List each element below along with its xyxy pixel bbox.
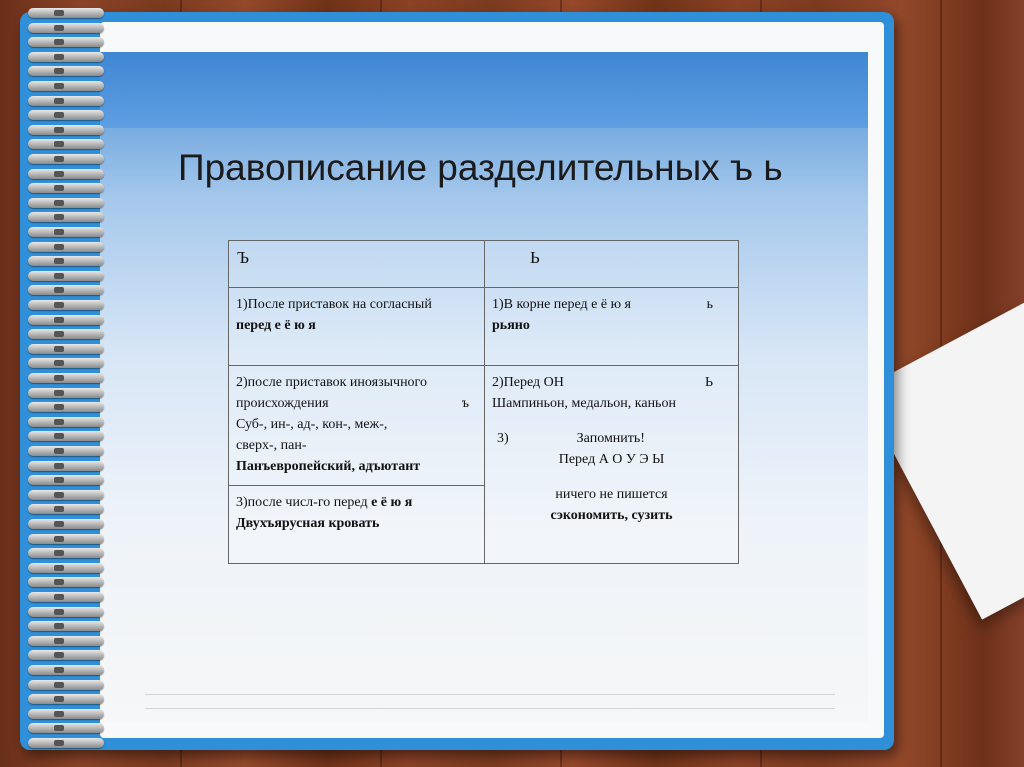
spiral-coil xyxy=(28,519,104,529)
spiral-coil xyxy=(28,723,104,733)
rule-example: Двухъярусная кровать xyxy=(236,516,380,531)
rule-text: Суб-, ин-, ад-, кон-, меж-, xyxy=(236,417,388,432)
rule-text: 3)после числ-го перед xyxy=(236,495,368,510)
spiral-coil xyxy=(28,110,104,120)
spiral-coil xyxy=(28,738,104,748)
ruled-line xyxy=(145,708,835,709)
spiral-coil xyxy=(28,227,104,237)
spiral-coil xyxy=(28,315,104,325)
soft-sign-rule-1 xyxy=(485,288,739,366)
spiral-coil xyxy=(28,198,104,208)
spiral-coil xyxy=(28,665,104,675)
spiral-coil xyxy=(28,504,104,514)
spiral-coil xyxy=(28,271,104,281)
rule-text: 2)после приставок иноязычного xyxy=(236,375,427,390)
rule-number: 3) xyxy=(497,431,509,446)
spiral-coil xyxy=(28,563,104,573)
spiral-coil xyxy=(28,446,104,456)
spiral-coil xyxy=(28,37,104,47)
rule-line xyxy=(236,492,477,513)
spiral-coil xyxy=(28,183,104,193)
hard-sign-rule-3 xyxy=(229,486,485,564)
spiral-coil xyxy=(28,709,104,719)
rule-text: сверх-, пан- xyxy=(236,438,307,453)
rules-table xyxy=(228,240,739,564)
spiral-coil xyxy=(28,475,104,485)
spiral-coil xyxy=(28,81,104,91)
spiral-coil xyxy=(28,23,104,33)
spiral-coil xyxy=(28,66,104,76)
spiral-coil xyxy=(28,534,104,544)
notebook-page xyxy=(100,22,884,738)
spiral-coil xyxy=(28,52,104,62)
spiral-coil xyxy=(28,388,104,398)
spiral-coil xyxy=(28,96,104,106)
rule-example: перед е ё ю я xyxy=(236,318,316,333)
notebook-cover xyxy=(20,12,894,750)
spiral-coil xyxy=(28,125,104,135)
spiral-coil xyxy=(28,285,104,295)
rule-mark: Ь xyxy=(704,375,713,390)
spiral-coil xyxy=(28,212,104,222)
spiral-coil xyxy=(28,154,104,164)
spiral-coil xyxy=(28,592,104,602)
spiral-coil xyxy=(28,577,104,587)
rule-label: Запомнить! xyxy=(576,431,645,446)
rule-line xyxy=(492,294,731,315)
spiral-coil xyxy=(28,636,104,646)
spiral-coil xyxy=(28,344,104,354)
spiral-coil xyxy=(28,490,104,500)
rule-example: сэкономить, сузить xyxy=(550,508,673,523)
spiral-coil xyxy=(28,373,104,383)
rule-line xyxy=(492,372,731,393)
spiral-coil xyxy=(28,431,104,441)
header-band xyxy=(100,52,868,128)
slide-title: Правописание разделительных ъ ь xyxy=(178,147,783,188)
spiral-coil xyxy=(28,402,104,412)
spiral-coil xyxy=(28,417,104,427)
spiral-coil xyxy=(28,461,104,471)
spiral-coil xyxy=(28,329,104,339)
spiral-coil xyxy=(28,139,104,149)
header-hard-sign: Ъ xyxy=(229,241,485,288)
rule-text: Перед А О У Э Ы xyxy=(558,452,665,467)
rule-example: рьяно xyxy=(492,318,530,333)
hard-sign-rule-2 xyxy=(229,366,485,486)
spiral-coil xyxy=(28,621,104,631)
spiral-coil xyxy=(28,607,104,617)
rule-letters: е ё ю я xyxy=(371,495,413,510)
rule-example: Панъевропейский, адъютант xyxy=(236,459,421,474)
rule-line xyxy=(236,393,477,414)
spiral-coil xyxy=(28,680,104,690)
spiral-coil xyxy=(28,358,104,368)
rule-example: Шампиньон, медальон, каньон xyxy=(492,396,676,411)
spiral-coil xyxy=(28,256,104,266)
header-soft-sign: Ь xyxy=(485,241,739,288)
rule-line xyxy=(492,428,731,449)
ruled-line xyxy=(145,694,835,695)
soft-sign-rule-2-3 xyxy=(485,366,739,564)
spiral-coil xyxy=(28,694,104,704)
spiral-coil xyxy=(28,169,104,179)
spiral-coil xyxy=(28,8,104,18)
rule-text: происхождения xyxy=(236,396,329,411)
rule-text: 1)После приставок на согласный xyxy=(236,297,432,312)
rule-text: ничего не пишется xyxy=(555,487,668,502)
hard-sign-rule-1 xyxy=(229,288,485,366)
slide-area xyxy=(100,52,868,722)
spiral-coil xyxy=(28,300,104,310)
rule-mark: ъ xyxy=(461,396,469,411)
rule-text: 1)В корне перед е ё ю я xyxy=(492,297,631,312)
spiral-coil xyxy=(28,650,104,660)
spiral-binding xyxy=(28,0,108,767)
spiral-coil xyxy=(28,548,104,558)
spiral-coil xyxy=(28,242,104,252)
rule-text: 2)Перед ОН xyxy=(492,375,564,390)
rule-mark: ь xyxy=(706,297,713,312)
